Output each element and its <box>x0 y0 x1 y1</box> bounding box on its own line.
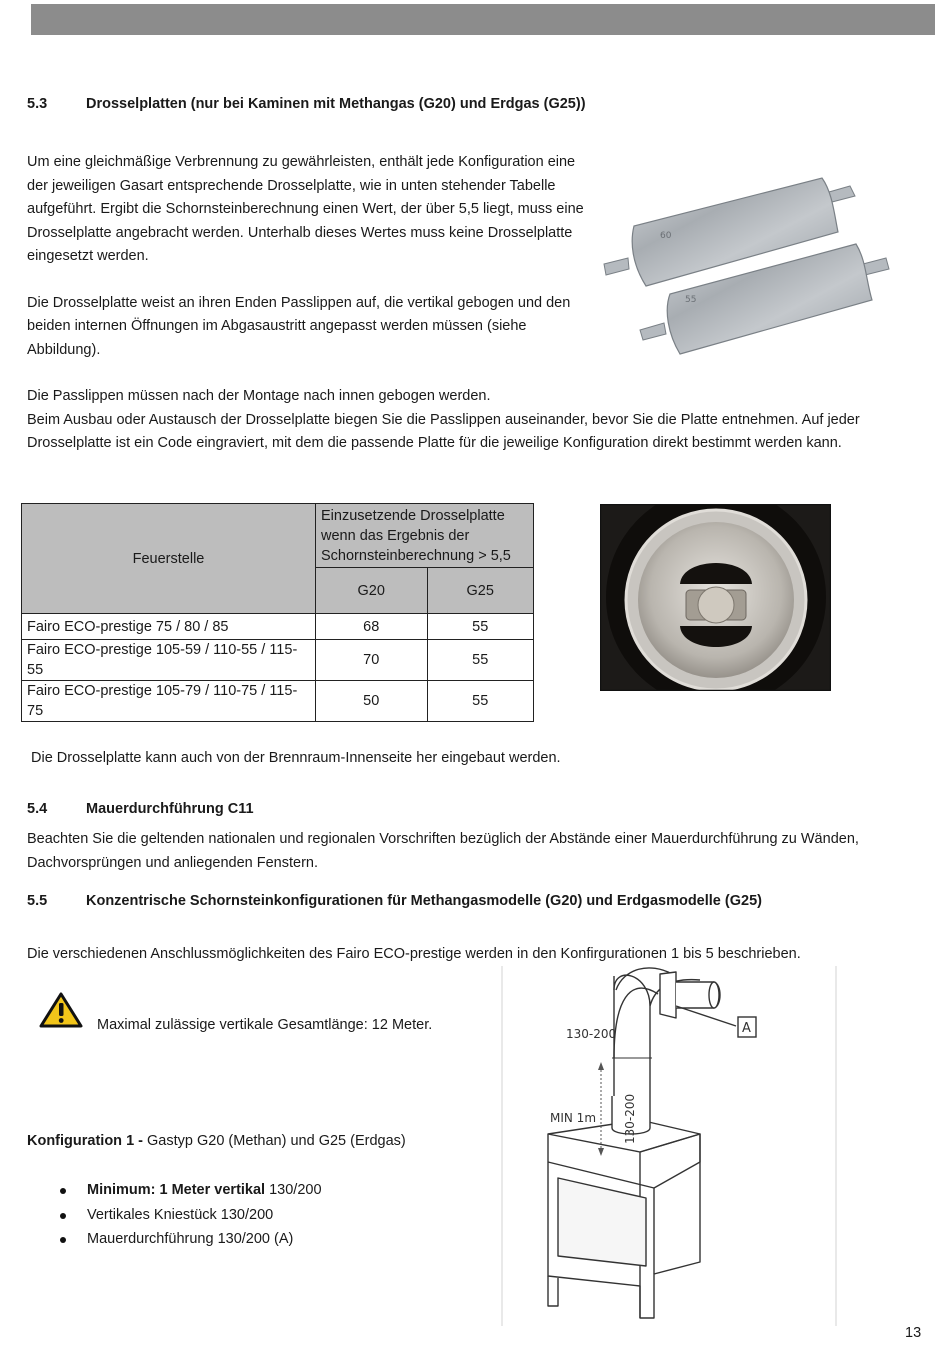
section-5-5-heading <box>27 893 762 909</box>
header-g25: G25 <box>427 568 534 614</box>
warning-icon <box>39 992 83 1028</box>
flue-outlet-photo <box>600 504 831 691</box>
list-item-text: 130/200 <box>265 1182 322 1198</box>
section-5-3-body-2 <box>27 385 917 456</box>
paragraph: Um eine gleichmäßige Verbrennung zu gewährleisten, enthält jede Konfiguration eine der jeweiligen Gasart entsprechende Drosselplatte, wie in unten stehender Tabelle aufgeführt. Ergibt die Schornsteinberechnung einen Wert, der über 5,5 liegt, muss eine Drosselplatte angebracht werden. Unterhalb dieses Wertes muss keine Drosselplatte eingesetzt werden. <box>27 154 584 264</box>
cell-g20: 50 <box>316 681 428 722</box>
list-item: Mauerdurchführung 130/200 (A) <box>58 1227 322 1252</box>
plate-code: 60 <box>660 231 672 241</box>
diagram-label: 130-200 <box>623 1093 637 1144</box>
section-5-3-heading <box>27 96 586 112</box>
config-description: Gastyp G20 (Methan) und G25 (Erdgas) <box>147 1133 406 1149</box>
configuration-1-diagram <box>500 966 840 1326</box>
cell-feuerstelle: Fairo ECO-prestige 105-59 / 110-55 / 115-55 <box>22 640 316 681</box>
diagram-label: 130-200 <box>566 1027 617 1041</box>
section-number: 5.3 <box>27 96 48 112</box>
config-1-list <box>58 1178 322 1252</box>
cell-g20: 70 <box>316 640 428 681</box>
cell-g25: 55 <box>427 681 534 722</box>
cell-g25: 55 <box>427 614 534 640</box>
note-text: Die Drosselplatte kann auch von der Brennraum-Innenseite her eingebaut werden. <box>31 750 561 766</box>
table-row <box>22 640 534 681</box>
table-row <box>22 614 534 640</box>
warning-text: Maximal zulässige vertikale Gesamtlänge: 12 Meter. <box>97 1017 433 1033</box>
header-throttle-plate: Einzusetzende Drosselplatte wenn das Ergebnis der Schornsteinberechnung > 5,5 <box>316 504 534 568</box>
section-title: Konzentrische Schornsteinkonfigurationen für Methangasmodelle (G20) und Erdgasmodelle (G25) <box>86 893 762 909</box>
section-5-5-body: Die verschiedenen Anschlussmöglichkeiten des Fairo ECO-prestige werden in den Konfirgurationen 1 bis 5 beschrieben. <box>27 946 801 962</box>
cell-g25: 55 <box>427 640 534 681</box>
diagram-label: MIN 1m <box>550 1111 597 1125</box>
paragraph: Beim Ausbau oder Austausch der Drosselplatte biegen Sie die Passlippen auseinander, bevor Sie die Platte entnehmen. Auf jeder Drosselplatte ist ein Code eingraviert, mit dem die passende Platte für die jeweilige Konfiguration direkt bestimmt werden kann. <box>27 411 860 451</box>
section-number: 5.5 <box>27 893 48 909</box>
config-title: Konfiguration 1 <box>27 1133 135 1149</box>
section-title: Mauerdurchführung C11 <box>86 801 254 817</box>
diagram-label-a: A <box>742 1021 751 1036</box>
throttle-plate-table <box>21 503 534 722</box>
config-1-heading <box>27 1130 406 1154</box>
section-5-4-body: Beachten Sie die geltenden nationalen und regionalen Vorschriften bezüglich der Abstände einer Mauerdurchführung zu Wänden, Dachvorsprüngen und anliegenden Fenstern. <box>27 831 859 871</box>
section-5-3-body <box>27 151 587 385</box>
paragraph: Die Passlippen müssen nach der Montage nach innen gebogen werden. <box>27 388 491 404</box>
header-g20: G20 <box>316 568 428 614</box>
page-number: 13 <box>905 1325 922 1341</box>
cell-feuerstelle: Fairo ECO-prestige 75 / 80 / 85 <box>22 614 316 640</box>
cell-g20: 68 <box>316 614 428 640</box>
table-header-row <box>22 504 534 568</box>
list-item-bold: Minimum: 1 Meter vertikal <box>87 1182 266 1198</box>
paragraph: Die Drosselplatte weist an ihren Enden Passlippen auf, die vertikal gebogen und den beiden internen Öffnungen im Abgasaustritt angepasst werden müssen (siehe Abbildung). <box>27 294 571 358</box>
header-feuerstelle: Feuerstelle <box>22 504 316 614</box>
section-number: 5.4 <box>27 801 48 817</box>
section-title: Drosselplatten (nur bei Kaminen mit Methangas (G20) und Erdgas (G25)) <box>86 96 586 112</box>
throttle-plates-image <box>600 168 892 370</box>
table-row <box>22 681 534 722</box>
plate-code: 55 <box>685 295 697 305</box>
section-5-4-heading <box>27 801 254 817</box>
list-item <box>58 1178 322 1203</box>
list-item: Vertikales Kniestück 130/200 <box>58 1203 322 1228</box>
cell-feuerstelle: Fairo ECO-prestige 105-79 / 110-75 / 115-75 <box>22 681 316 722</box>
config-separator: - <box>134 1133 148 1149</box>
header-bar <box>31 4 935 35</box>
